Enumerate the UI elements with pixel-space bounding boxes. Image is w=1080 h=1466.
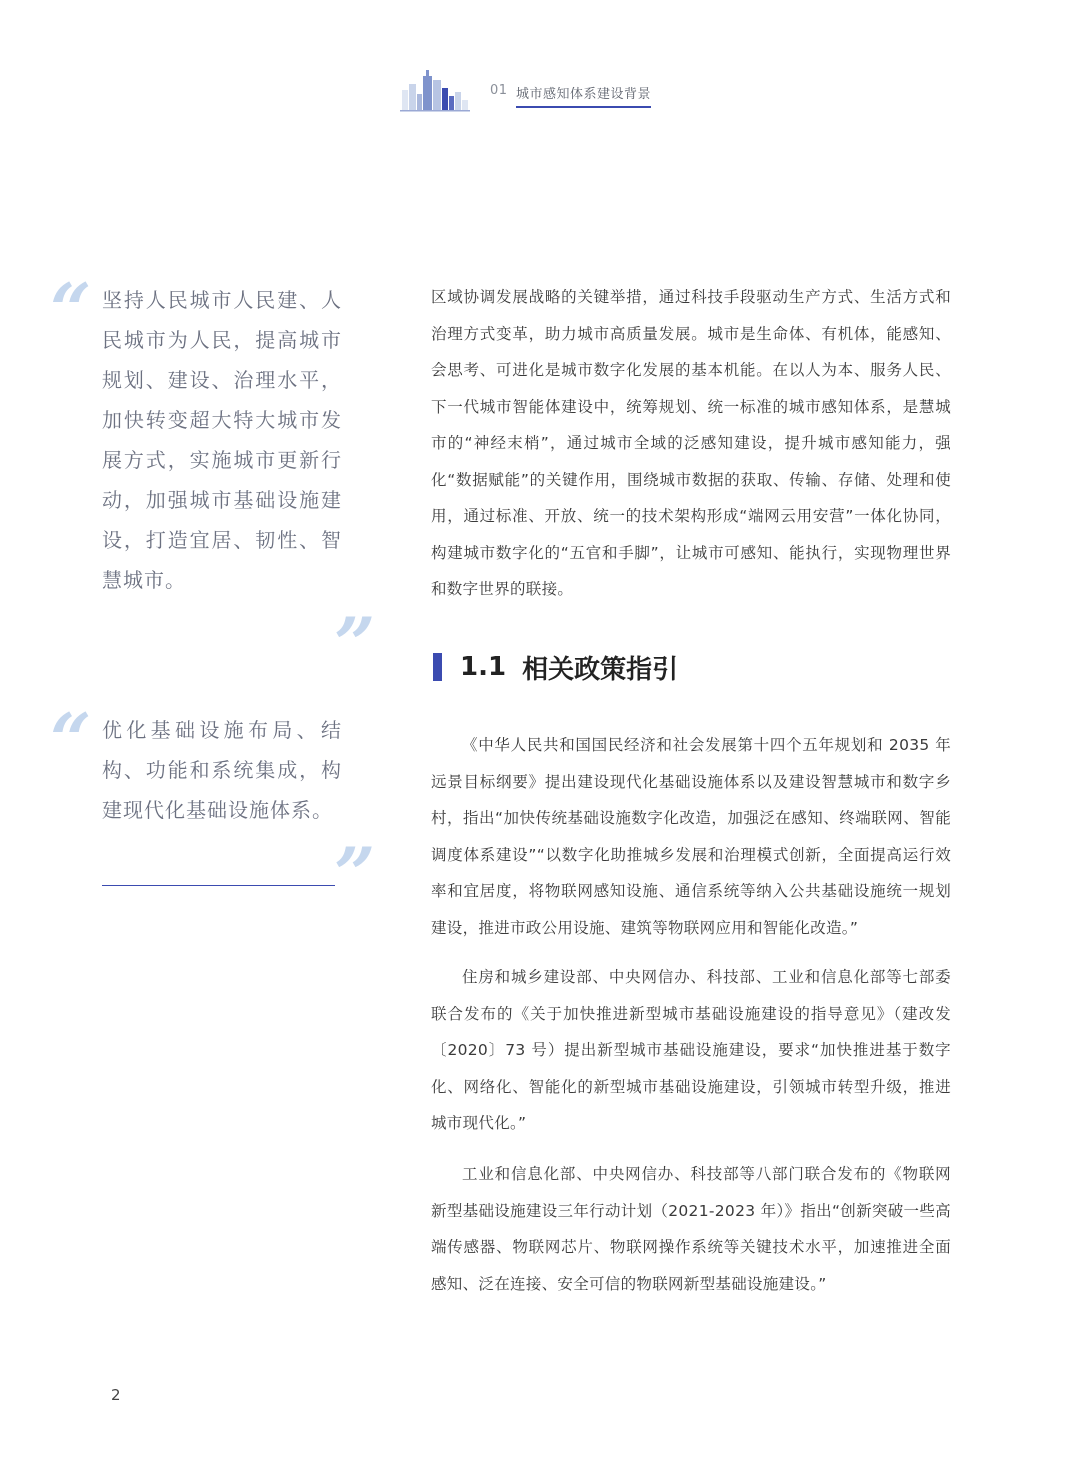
close-quote-mark: ” (334, 831, 376, 916)
quote-text: 优化基础设施布局、结构、功能和系统集成，构建现代化基础设施体系。 (102, 718, 342, 822)
pull-quote (50, 267, 380, 686)
sidebar-divider (102, 885, 335, 886)
pull-quote (50, 697, 380, 916)
open-quote-mark: “ (50, 697, 92, 782)
section-title: 相关政策指引 (522, 654, 679, 685)
intro-paragraph: 区域协调发展战略的关键举措，通过科技手段驱动生产方式、生活方式和治理方式变革，助力城市高质量发展。城市是生命体、有机体，能感知、会思考、可进化是城市数字化发展的基本机能。在以人为本、服务人民、下一代城市智能体建设中，统筹规划、统一标准的城市感知体系，是慧城市的“神经末梢”，通过城市全域的泛感知建设，提升城市感知能力，强化“数据赋能”的关键作用，围绕城市数据的获取、传输、存储、处理和使用，通过标准、开放、统一的技术架构形成“端网云用安营”一体化协同，构建城市数字化的“五官和手脚”，让城市可感知、能执行，实现物理世界和数字世界的联接。 (431, 288, 951, 598)
page-header (400, 62, 700, 114)
chapter-number: 01 (490, 83, 508, 98)
body-paragraph: 住房和城乡建设部、中央网信办、科技部、工业和信息化部等七部委联合发布的《关于加快推进新型城市基础设施建设的指导意见》（建改发〔2020〕73 号）提出新型城市基础设施建设，要求“加快推进基于数字化、网络化、智能化的新型城市基础设施建设，引领城市转型升级，推进城市现代化。” (431, 968, 951, 1132)
open-quote-mark: “ (50, 267, 92, 352)
chapter-title: 城市感知体系建设背景 (516, 83, 651, 108)
close-quote-mark: ” (334, 601, 376, 686)
section-heading (433, 650, 678, 684)
body-paragraph: 工业和信息化部、中央网信办、科技部等八部门联合发布的《物联网新型基础设施建设三年行动计划（2021-2023 年）》指出“创新突破一些高端传感器、物联网芯片、物联网操作系统等关键技术水平，加速推进全面感知、泛在连接、安全可信的物联网新型基础设施建设。” (431, 1165, 951, 1293)
section-number: 1.1 (460, 652, 507, 682)
body-paragraph: 《中华人民共和国国民经济和社会发展第十四个五年规划和 2035 年远景目标纲要》提出建设现代化基础设施体系以及建设智慧城市和数字乡村，指出“加快传统基础设施数字化改造，加强泛在感知、终端联网、智能调度体系建设”“以数字化助推城乡发展和治理模式创新，全面提高运行效率和宜居度，将物联网感知设施、通信系统等纳入公共基础设施统一规划建设，推进市政公用设施、建筑等物联网应用和智能化改造。” (431, 736, 951, 937)
page-number: 2 (111, 1386, 121, 1404)
quote-text: 坚持人民城市人民建、人民城市为人民，提高城市规划、建设、治理水平，加快转变超大特大城市发展方式，实施城市更新行动，加强城市基础设施建设，打造宜居、韧性、智慧城市。 (102, 288, 342, 592)
city-skyline-icon (400, 66, 470, 112)
section-marker (433, 653, 442, 681)
